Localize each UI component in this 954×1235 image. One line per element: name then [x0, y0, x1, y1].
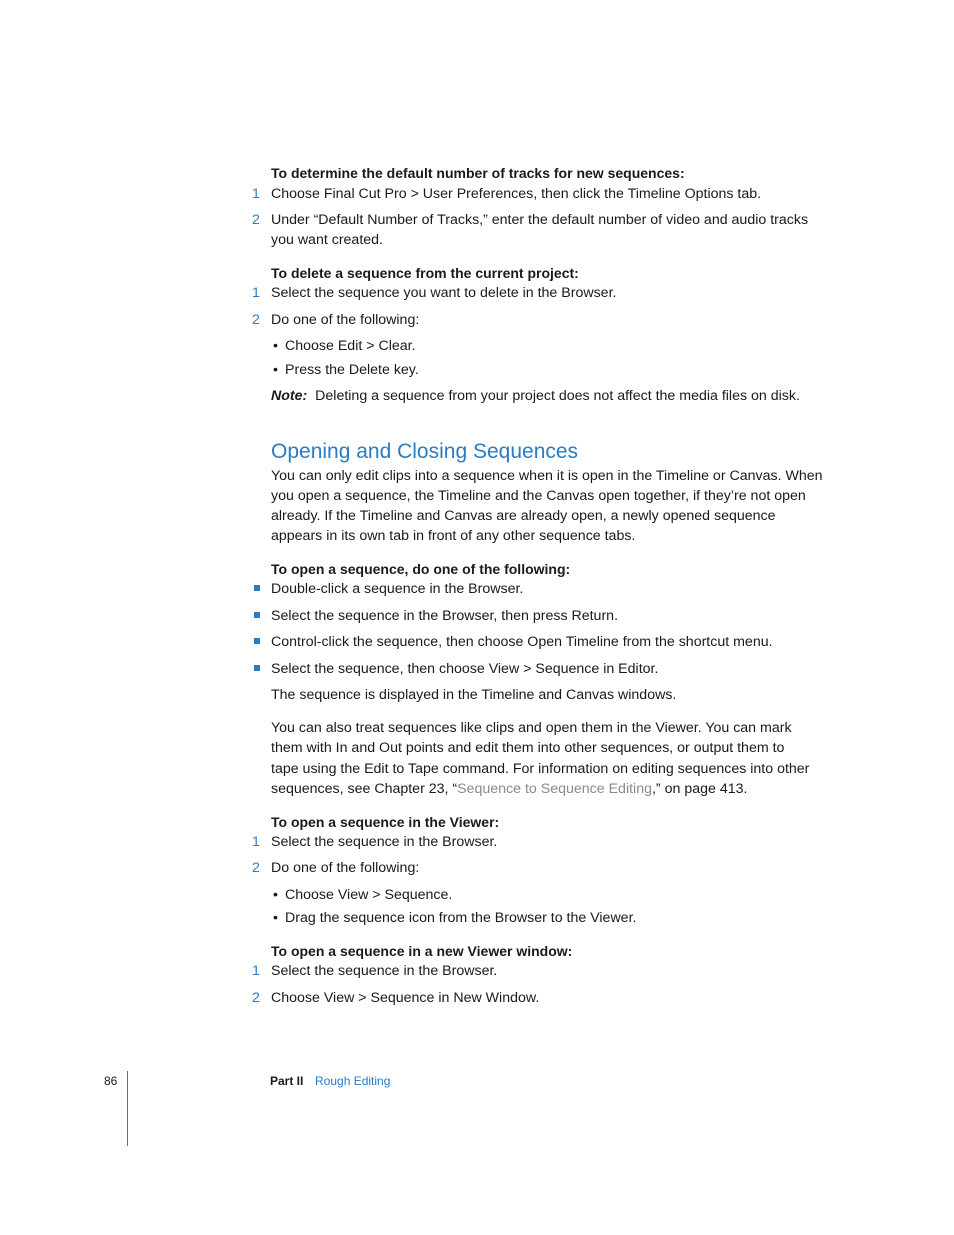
footer-section: Rough Editing: [315, 1074, 391, 1088]
note-label: Note:: [271, 388, 308, 404]
option-item: Double-click a sequence in the Browser.: [271, 581, 524, 597]
bullet-dot: •: [273, 910, 278, 926]
open-heading: To open a sequence, do one of the following:: [271, 561, 571, 577]
note-text: Deleting a sequence from your project does not affect the media files on disk.: [315, 388, 800, 404]
bullet-item: Choose View > Sequence.: [285, 887, 453, 903]
tracks-heading: To determine the default number of tracks for new sequences:: [271, 165, 685, 181]
step-number: 1: [252, 963, 260, 979]
step-text: Do one of the following:: [271, 860, 420, 876]
footer-part: Part II: [270, 1074, 304, 1088]
viewer-heading: To open a sequence in the Viewer:: [271, 814, 500, 830]
bullet-dot: •: [273, 887, 278, 903]
para-line: them with In and Out points and edit them into other sequences, or output them to: [271, 740, 785, 756]
step-number: 2: [252, 212, 260, 228]
new-window-heading: To open a sequence in a new Viewer window:: [271, 943, 573, 959]
step-text: Choose Final Cut Pro > User Preferences, then click the Timeline Options tab.: [271, 186, 762, 202]
option-item: Select the sequence, then choose View > Sequence in Editor.: [271, 661, 659, 677]
para-line: You can also treat sequences like clips and open them in the Viewer. You can mark: [271, 720, 792, 736]
intro-line: You can only edit clips into a sequence when it is open in the Timeline or Canvas. When: [271, 468, 823, 484]
option-item: Control-click the sequence, then choose Open Timeline from the shortcut menu.: [271, 634, 773, 650]
bullet-dot: •: [273, 338, 278, 354]
step-number: 2: [252, 312, 260, 328]
bullet-item: Choose Edit > Clear.: [285, 338, 416, 354]
step-text: Select the sequence in the Browser.: [271, 963, 498, 979]
step-number: 2: [252, 860, 260, 876]
note: [271, 386, 800, 406]
para-text: sequences, see Chapter 23, “: [271, 781, 458, 797]
step-text: Choose View > Sequence in New Window.: [271, 990, 540, 1006]
intro-line: already. If the Timeline and Canvas are already open, a newly opened sequence: [271, 508, 776, 524]
cross-reference-link[interactable]: Sequence to Sequence Editing: [457, 781, 652, 797]
square-bullet-icon: [254, 638, 260, 644]
delete-heading: To delete a sequence from the current project:: [271, 265, 579, 281]
step-text: Select the sequence in the Browser.: [271, 834, 498, 850]
result-text: The sequence is displayed in the Timeline and Canvas windows.: [271, 687, 677, 703]
step-number: 1: [252, 834, 260, 850]
step-text: Select the sequence you want to delete in the Browser.: [271, 285, 617, 301]
para-line: tape using the Edit to Tape command. For information on editing sequences into other: [271, 761, 810, 777]
step-number: 2: [252, 990, 260, 1006]
square-bullet-icon: [254, 612, 260, 618]
para-line-last: [271, 779, 747, 799]
bullet-item: Drag the sequence icon from the Browser to the Viewer.: [285, 910, 637, 926]
page-number: 86: [104, 1074, 118, 1088]
step-number: 1: [252, 186, 260, 202]
step-number: 1: [252, 285, 260, 301]
option-item: Select the sequence in the Browser, then press Return.: [271, 608, 619, 624]
bullet-item: Press the Delete key.: [285, 362, 419, 378]
bullet-dot: •: [273, 362, 278, 378]
step-text: Under “Default Number of Tracks,” enter the default number of video and audio tracks: [271, 212, 809, 228]
intro-line: you open a sequence, the Timeline and the Canvas open together, if they’re not open: [271, 488, 806, 504]
section-title: Opening and Closing Sequences: [271, 440, 579, 463]
square-bullet-icon: [254, 665, 260, 671]
step-text: Do one of the following:: [271, 312, 420, 328]
step-text-continued: you want created.: [271, 232, 383, 248]
footer-divider: [127, 1071, 128, 1146]
square-bullet-icon: [254, 585, 260, 591]
para-text: ,” on page 413.: [651, 781, 748, 797]
intro-line: appears in its own tab in front of any other sequence tabs.: [271, 528, 636, 544]
